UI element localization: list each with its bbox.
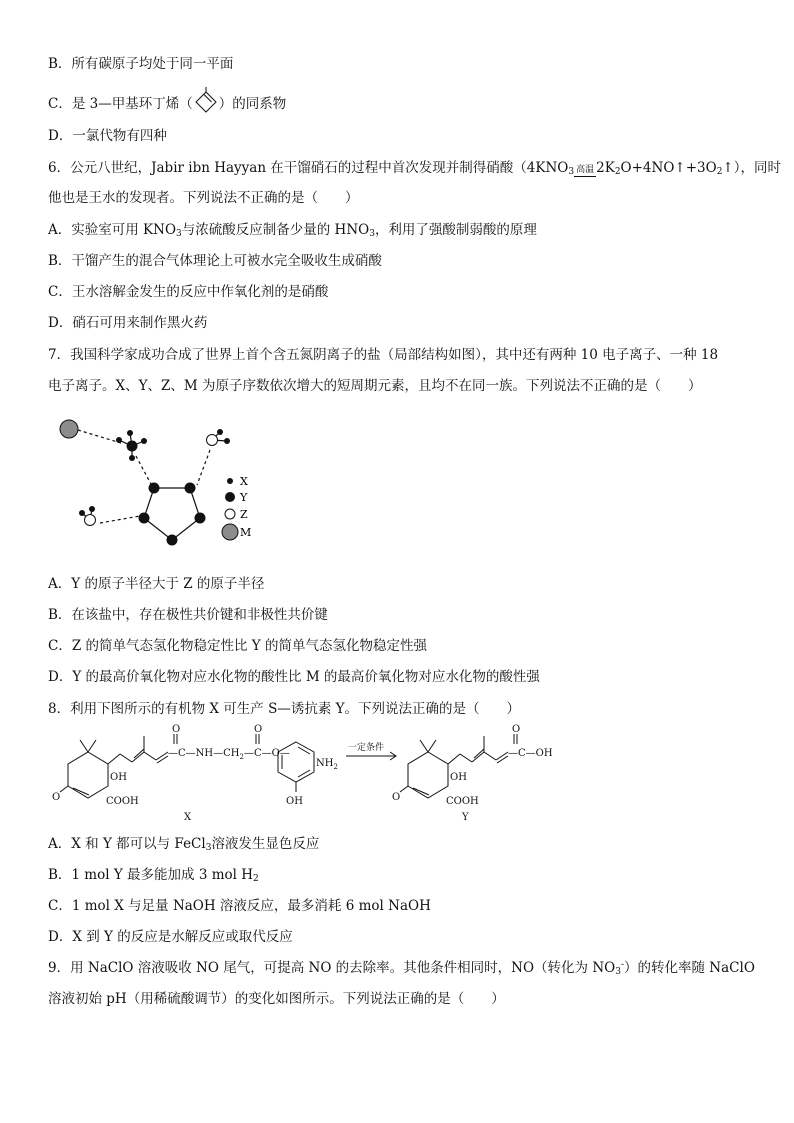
legend-y-marker (225, 492, 235, 502)
x-atom (116, 437, 122, 443)
q6-option-a (48, 220, 537, 240)
q9-stem-line1 (48, 958, 755, 978)
y-atom (185, 483, 196, 494)
subscript: 3 (205, 843, 212, 853)
x-atom (89, 506, 95, 512)
subscript: 3 (176, 229, 182, 239)
x-amide-chain-label (168, 748, 244, 761)
x-amino-label (316, 758, 338, 771)
q7-option-b: B．在该盐中，存在极性共价键和非极性共价键 (48, 607, 328, 623)
q8-option-d: D．X 到 Y 的反应是水解反应或取代反应 (48, 929, 293, 945)
subscript: 2 (253, 874, 259, 884)
m-atom (60, 420, 78, 438)
q6-stem-text: 2K (596, 160, 615, 176)
q6-option-d: D．硝石可用来制作黑火药 (48, 315, 208, 331)
q7-stem-line1: 7．我国科学家成功合成了世界上首个含五氮阴离子的盐（局部结构如图），其中还有两种 10 电子离子、一种 18 (48, 347, 719, 363)
legend-x-label: X (240, 475, 248, 488)
subscript: 3 (615, 967, 621, 977)
q7-option-d: D．Y 的最高价氧化物对应水化物的酸性比 M 的最高价氧化物对应水化物的酸性强 (48, 669, 540, 685)
q6-stem-text: ↑），同时 (722, 160, 781, 176)
subscript: 2 (716, 167, 723, 177)
x-phenol-label: OH (286, 796, 303, 807)
z-atom (207, 435, 218, 446)
q9-stem-line2: 溶液初始 pH（用稀硫酸调节）的变化如图所示。下列说法正确的是（ ） (48, 991, 505, 1007)
x-atom (127, 430, 133, 436)
x-atom (217, 429, 223, 435)
q6-option-a-text: A．实验室可用 KNO (48, 222, 177, 238)
legend-z-label: Z (240, 508, 248, 521)
q5-option-d: D．一氯代物有四种 (48, 128, 167, 144)
q8-stem: 8．利用下图所示的有机物 X 可生产 S—诱抗素 Y。下列说法正确的是（ ） (48, 701, 521, 717)
subscript: 3 (568, 167, 575, 177)
subscript: 2 (614, 167, 621, 177)
reaction-condition-label: 一定条件 (348, 743, 385, 753)
q5-option-c (48, 90, 286, 114)
q8-option-b-text: B．1 mol Y 最多能加成 3 mol H (48, 867, 254, 883)
legend-m-marker (222, 524, 238, 540)
x-atom (129, 455, 135, 461)
q6-option-b: B．干馏产生的混合气体理论上可被水完全吸收生成硝酸 (48, 253, 382, 269)
x-amino-text: NH (316, 758, 334, 769)
methylcyclobutene-structure (193, 90, 219, 114)
legend-x-marker (227, 478, 233, 484)
subscript: 2 (239, 753, 244, 761)
q5-option-c-text: C．是 3—甲基环丁烯（ (48, 96, 193, 112)
legend-y-label: Y (240, 491, 248, 504)
y-acid-oxygen-label: O (512, 724, 521, 735)
q8-option-b (48, 865, 259, 885)
q6-option-c: C．王水溶解金发生的反应中作氧化剂的是硝酸 (48, 284, 329, 300)
x-amide-oxygen-label: O (172, 724, 181, 735)
x-atom (141, 438, 147, 444)
x-ester-oxygen-label: O (254, 724, 263, 735)
y-carboxyl-label: COOH (446, 796, 479, 807)
y-atom (139, 513, 150, 524)
reaction-condition: 高温 (574, 160, 596, 180)
q7-option-a: A．Y 的原子半径大于 Z 的原子半径 (48, 576, 265, 592)
compound-y-label: Y (462, 812, 469, 823)
x-ketone-label: O (52, 792, 61, 803)
q8-option-a-text: A．X 和 Y 都可以与 FeCl (48, 836, 206, 852)
q8-option-a (48, 834, 319, 854)
y-acid-label: —C—OH (508, 748, 553, 759)
compound-x-label: X (184, 812, 192, 823)
q9-stem-text: ）的转化率随 NaClO (624, 960, 755, 976)
q5-option-b: B．所有碳原子均处于同一平面 (48, 56, 234, 72)
y-ketone-label: O (392, 792, 401, 803)
x-amide-chain-text: —C—NH—CH (168, 748, 240, 759)
y-atom (149, 483, 160, 494)
q6-stem-line2: 他也是王水的发现者。下列说法不正确的是（ ） (48, 190, 359, 206)
q8-option-c: C．1 mol X 与足量 NaOH 溶液反应，最多消耗 6 mol NaOH (48, 898, 431, 914)
q9-stem-text: 9．用 NaClO 溶液吸收 NO 尾气，可提高 NO 的去除率。其他条件相同时，NO（转化为 NO (48, 960, 616, 976)
legend-m-label: M (240, 526, 252, 539)
y-hydroxyl-label: OH (450, 772, 467, 783)
x-carboxyl-label: COOH (106, 796, 139, 807)
y-atom (195, 513, 206, 524)
x-atom (79, 510, 85, 516)
y-atom (167, 535, 178, 546)
q5-option-c-text-end: ）的同系物 (218, 96, 287, 112)
q6-stem-text: O+4NO↑+3O (620, 160, 717, 176)
superscript: - (620, 960, 625, 970)
subscript: 3 (369, 229, 375, 239)
q7-option-c: C．Z 的简单气态氢化物稳定性比 Y 的简单气态氢化物稳定性强 (48, 638, 427, 654)
q6-option-a-text: 与浓硫酸反应制备少量的 HNO (181, 222, 370, 238)
reaction-scheme-x-to-y (48, 724, 553, 824)
q7-stem-line2: 电子离子。X、Y、Z、M 为原子序数依次增大的短周期元素，且均不在同一族。下列说法不正确的是（ ） (48, 378, 702, 394)
z-atom (85, 515, 96, 526)
subscript: 2 (333, 763, 338, 771)
q6-stem-line1 (48, 158, 781, 180)
x-hydroxyl-label: OH (110, 772, 127, 783)
x-atom (224, 438, 230, 444)
q8-option-a-text: 溶液发生显色反应 (211, 836, 320, 852)
x-ester-label: —C—O— (244, 748, 290, 759)
q6-stem-text: 6．公元八世纪，Jabir ibn Hayyan 在干馏硝石的过程中首次发现并制得硝酸（4KNO (48, 160, 569, 176)
q6-option-a-text: ，利用了强酸制弱酸的原理 (374, 222, 537, 238)
legend-z-marker (225, 509, 235, 519)
pentazolate-salt-structure-figure (52, 410, 272, 560)
y-atom (127, 441, 138, 452)
